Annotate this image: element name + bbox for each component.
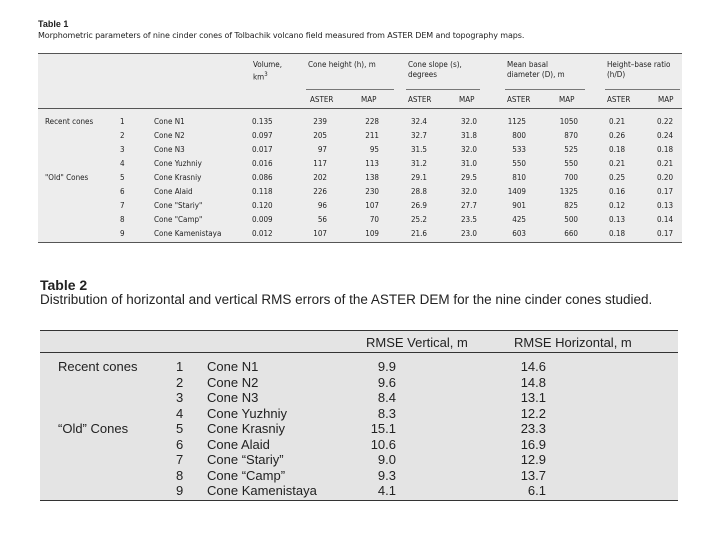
cone-number: 8 (120, 215, 125, 224)
height-map-value: 230 (365, 187, 379, 196)
ratio-aster-value: 0.16 (609, 187, 626, 196)
ratio-aster-value: 0.13 (609, 215, 626, 224)
height-map-value: 95 (369, 145, 379, 154)
table1-height-header: Cone height (h), m (308, 60, 376, 69)
height-aster-value: 205 (313, 131, 327, 140)
slope-map-value: 23.5 (460, 215, 477, 224)
cone-number: 7 (120, 201, 125, 210)
height-aster-value: 202 (313, 173, 327, 182)
volume-value: 0.012 (252, 229, 273, 238)
cone-number: 4 (120, 159, 125, 168)
rmse-horizontal-value: 14.8 (520, 374, 546, 390)
height-aster-value: 239 (313, 117, 327, 126)
table2-row (0, 421, 720, 436)
ratio-aster-value: 0.18 (609, 229, 626, 238)
cone-name: Cone N2 (154, 131, 185, 140)
cone-name: Cone N3 (207, 390, 259, 405)
table1-diameter-map: MAP (559, 95, 575, 104)
table1-height-aster: ASTER (310, 95, 334, 104)
cone-name: Cone “Stariy” (207, 452, 284, 467)
table1-height-map: MAP (361, 95, 377, 104)
diameter-aster-value: 1409 (507, 187, 526, 196)
table1-slope-subrule (406, 89, 480, 90)
height-map-value: 211 (365, 131, 379, 140)
table1-ratio-header: Height–base ratio (h/D) (607, 60, 671, 79)
rmse-vertical-value: 9.9 (377, 359, 396, 374)
diameter-aster-value: 901 (512, 201, 526, 210)
ratio-aster-value: 0.12 (609, 201, 626, 210)
ratio-map-value: 0.14 (657, 215, 674, 224)
table2-vertical-header: RMSE Vertical, m (366, 335, 468, 350)
height-map-value: 228 (365, 117, 379, 126)
cone-number: 7 (176, 452, 184, 467)
table2-top-rule (40, 330, 678, 331)
diameter-map-value: 525 (564, 145, 578, 154)
height-map-value: 109 (365, 229, 379, 238)
cone-name: Cone N1 (207, 359, 259, 374)
cone-number: 9 (120, 229, 125, 238)
table1-ratio-subrule (605, 89, 680, 90)
rmse-vertical-value: 10.6 (370, 436, 396, 452)
cone-number: 4 (176, 405, 184, 421)
cone-name: Cone Yuzhniy (154, 159, 202, 168)
rmse-horizontal-value: 13.1 (520, 390, 546, 405)
table2-row (0, 437, 720, 452)
table2-row (0, 359, 720, 374)
rmse-vertical-value: 8.4 (377, 390, 396, 405)
height-aster-value: 117 (313, 159, 327, 168)
slope-aster-value: 31.2 (410, 159, 427, 168)
ratio-map-value: 0.18 (657, 145, 674, 154)
slope-map-value: 32.0 (460, 117, 477, 126)
table1-volume-header: Volume, $km^3$ (253, 60, 282, 82)
ratio-aster-value: 0.26 (609, 131, 626, 140)
diameter-map-value: 500 (564, 215, 578, 224)
table2-row (0, 452, 720, 467)
slope-aster-value: 31.5 (410, 145, 427, 154)
table1-row (0, 173, 720, 185)
table1-row (0, 159, 720, 171)
slope-aster-value: 28.8 (410, 187, 427, 196)
volume-value: 0.017 (252, 145, 273, 154)
ratio-map-value: 0.13 (657, 201, 674, 210)
table2-row (0, 406, 720, 421)
cone-number: 1 (176, 359, 184, 374)
volume-value: 0.016 (252, 159, 273, 168)
table1-top-rule (38, 53, 682, 54)
rmse-horizontal-value: 16.9 (520, 436, 546, 452)
height-aster-value: 97 (317, 145, 327, 154)
slope-map-value: 29.5 (460, 173, 477, 182)
height-aster-value: 107 (313, 229, 327, 238)
slope-aster-value: 26.9 (410, 201, 427, 210)
table1-row (0, 145, 720, 157)
table1-header-rule (38, 108, 682, 109)
slope-map-value: 27.7 (460, 201, 477, 210)
table2-row (0, 468, 720, 483)
rmse-horizontal-value: 23.3 (520, 421, 546, 436)
cone-name: Cone N2 (207, 374, 259, 390)
volume-value: 0.097 (252, 131, 273, 140)
slope-aster-value: 32.4 (410, 117, 427, 126)
cone-name: Cone Krasniy (154, 173, 202, 182)
table1-diameter-subrule (505, 89, 585, 90)
height-map-value: 113 (365, 159, 379, 168)
table1-label: Table 1 (38, 19, 69, 29)
table1-row (0, 215, 720, 227)
height-aster-value: 56 (317, 215, 327, 224)
table1-height-subrule (306, 89, 394, 90)
cone-number: 3 (176, 390, 184, 405)
ratio-map-value: 0.22 (657, 117, 674, 126)
diameter-map-value: 870 (564, 131, 578, 140)
slope-map-value: 31.8 (460, 131, 477, 140)
cone-number: 5 (176, 421, 184, 436)
slope-map-value: 32.0 (460, 145, 477, 154)
diameter-aster-value: 425 (512, 215, 526, 224)
ratio-map-value: 0.17 (657, 229, 674, 238)
table1-ratio-aster: ASTER (607, 95, 631, 104)
table1-row (0, 229, 720, 241)
cone-name: Cone Alaid (207, 436, 270, 452)
table1-row (0, 201, 720, 213)
ratio-aster-value: 0.18 (609, 145, 626, 154)
cone-name: Cone Kamenistaya (207, 483, 317, 498)
rmse-vertical-value: 15.1 (370, 421, 396, 436)
cone-name: Cone Kamenistaya (154, 229, 222, 238)
height-map-value: 107 (365, 201, 379, 210)
ratio-map-value: 0.20 (657, 173, 674, 182)
cone-name: Cone Yuzhniy (207, 405, 287, 421)
table2-group-old: “Old” Cones (58, 421, 129, 436)
cone-number: 9 (176, 483, 184, 498)
cone-number: 2 (176, 374, 184, 390)
cone-name: Cone "Stariy" (154, 201, 203, 210)
table2-row (0, 390, 720, 405)
slope-aster-value: 29.1 (410, 173, 427, 182)
diameter-aster-value: 533 (512, 145, 526, 154)
table2-group-recent: Recent cones (58, 359, 138, 374)
table2-caption: Distribution of horizontal and vertical RMS errors of the ASTER DEM for the nine cinder cones studied. (40, 292, 653, 307)
table1-caption: Morphometric parameters of nine cinder cones of Tolbachik volcano field measured from ASTER DEM and topography maps. (38, 31, 525, 40)
table1-group-old: "Old" Cones (45, 173, 89, 182)
diameter-map-value: 825 (564, 201, 578, 210)
table2-bottom-rule (40, 500, 678, 501)
cone-number: 3 (120, 145, 125, 154)
diameter-map-value: 1050 (559, 117, 578, 126)
cone-number: 8 (176, 467, 184, 483)
table1-slope-aster: ASTER (408, 95, 432, 104)
slope-map-value: 32.0 (460, 187, 477, 196)
cone-number: 6 (120, 187, 125, 196)
volume-value: 0.120 (252, 201, 273, 210)
rmse-vertical-value: 9.6 (377, 374, 396, 390)
cone-number: 2 (120, 131, 125, 140)
slope-aster-value: 21.6 (410, 229, 427, 238)
volume-value: 0.086 (252, 173, 273, 182)
table2-horizontal-header: RMSE Horizontal, m (514, 335, 632, 350)
height-aster-value: 96 (317, 201, 327, 210)
rmse-horizontal-value: 12.2 (520, 405, 546, 421)
table2-label: Table 2 (40, 277, 88, 293)
rmse-vertical-value: 9.3 (377, 467, 396, 483)
table1-bottom-rule (38, 242, 682, 243)
cone-name: Cone N3 (154, 145, 185, 154)
slope-map-value: 31.0 (460, 159, 477, 168)
diameter-map-value: 550 (564, 159, 578, 168)
rmse-horizontal-value: 14.6 (520, 359, 546, 374)
cone-number: 5 (120, 173, 125, 182)
rmse-vertical-value: 8.3 (377, 405, 396, 421)
cone-name: Cone “Camp” (207, 467, 286, 483)
volume-value: 0.118 (252, 187, 273, 196)
slope-map-value: 23.0 (460, 229, 477, 238)
ratio-map-value: 0.17 (657, 187, 674, 196)
rmse-horizontal-value: 6.1 (527, 483, 546, 498)
cone-number: 1 (120, 117, 125, 126)
diameter-aster-value: 550 (512, 159, 526, 168)
height-map-value: 138 (365, 173, 379, 182)
slope-aster-value: 32.7 (410, 131, 427, 140)
slope-aster-value: 25.2 (410, 215, 427, 224)
cone-name: Cone N1 (154, 117, 185, 126)
diameter-aster-value: 603 (512, 229, 526, 238)
rmse-horizontal-value: 13.7 (520, 467, 546, 483)
diameter-map-value: 1325 (559, 187, 578, 196)
ratio-map-value: 0.21 (657, 159, 674, 168)
table1-diameter-header: Mean basal diameter (D), m (507, 60, 565, 79)
height-map-value: 70 (369, 215, 379, 224)
diameter-map-value: 660 (564, 229, 578, 238)
table2-row (0, 375, 720, 390)
rmse-vertical-value: 9.0 (377, 452, 396, 467)
table2-header-rule (40, 352, 678, 353)
table1-row (0, 187, 720, 199)
height-aster-value: 226 (313, 187, 327, 196)
cone-number: 6 (176, 436, 184, 452)
diameter-aster-value: 810 (512, 173, 526, 182)
ratio-map-value: 0.24 (657, 131, 674, 140)
table1-row (0, 117, 720, 129)
diameter-aster-value: 1125 (507, 117, 526, 126)
rmse-vertical-value: 4.1 (377, 483, 396, 498)
table1-ratio-map: MAP (658, 95, 674, 104)
ratio-aster-value: 0.21 (609, 117, 626, 126)
table1-group-recent: Recent cones (45, 117, 94, 126)
diameter-aster-value: 800 (512, 131, 526, 140)
table2-row (0, 483, 720, 498)
table1-row (0, 131, 720, 143)
table1-diameter-aster: ASTER (507, 95, 531, 104)
diameter-map-value: 700 (564, 173, 578, 182)
table1-slope-header: Cone slope (s), degrees (408, 60, 462, 79)
cone-name: Cone "Camp" (154, 215, 203, 224)
table1-slope-map: MAP (459, 95, 475, 104)
ratio-aster-value: 0.25 (609, 173, 626, 182)
cone-name: Cone Krasniy (207, 421, 286, 436)
volume-value: 0.009 (252, 215, 273, 224)
rmse-horizontal-value: 12.9 (520, 452, 546, 467)
ratio-aster-value: 0.21 (609, 159, 626, 168)
volume-value: 0.135 (252, 117, 273, 126)
cone-name: Cone Alaid (154, 187, 193, 196)
